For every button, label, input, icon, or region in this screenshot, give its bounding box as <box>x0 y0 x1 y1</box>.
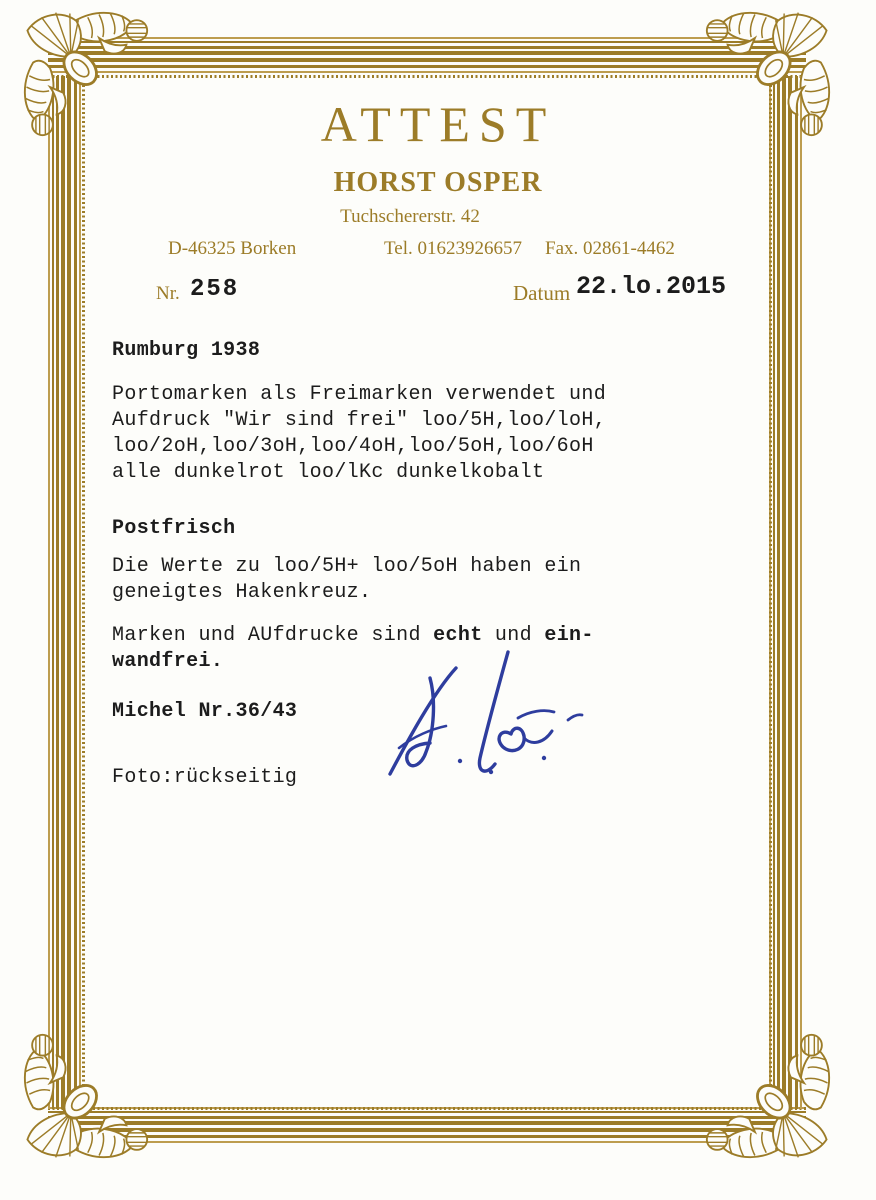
body-line: alle dunkelrot loo/lKc dunkelkobalt <box>112 461 545 484</box>
frame-band-left <box>48 76 85 1109</box>
condition-heading: Postfrisch <box>112 517 236 540</box>
letterhead <box>0 0 876 228</box>
fax-number: Fax. 02861-4462 <box>545 238 675 259</box>
expert-name: HORST OSPER <box>333 167 543 198</box>
note-paragraph <box>112 554 732 606</box>
body-line: geneigtes Hakenkreuz. <box>112 581 372 604</box>
description-paragraph <box>112 382 732 486</box>
certificate-number-value: 258 <box>190 276 240 303</box>
city-address: D-46325 Borken <box>168 238 297 259</box>
certificate-title: ATTEST <box>320 96 556 152</box>
verdict-einwandfrei-part1: ein- <box>544 624 594 647</box>
body-line: Portomarken als Freimarken verwendet und <box>112 383 607 406</box>
body-line: Aufdruck "Wir sind frei" loo/5H,loo/loH, <box>112 409 607 432</box>
michel-number: Michel Nr.36/43 <box>112 700 298 723</box>
frame-band-bottom <box>48 1107 806 1148</box>
street-address: Tuchschererstr. 42 <box>340 206 480 227</box>
frame-band-right <box>769 76 806 1109</box>
verdict-echt: echt <box>433 624 483 647</box>
body-line: Marken und AUfdrucke sind echt und ein- <box>112 624 594 647</box>
contact-row <box>0 238 876 262</box>
frame-corner-ornament-icon <box>704 1032 836 1164</box>
date-label: Datum <box>513 281 571 305</box>
phone-number: Tel. 01623926657 <box>384 238 522 259</box>
date-value: 22.lo.2015 <box>576 272 727 301</box>
subject-heading: Rumburg 1938 <box>112 339 261 362</box>
verdict-einwandfrei-part2: wandfrei. <box>112 650 224 673</box>
frame-corner-ornament-icon <box>18 1032 150 1164</box>
body-line: Die Werte zu loo/5H+ loo/5oH haben ein <box>112 555 582 578</box>
body-line: loo/2oH,loo/3oH,loo/4oH,loo/5oH,loo/6oH <box>112 435 594 458</box>
expert-signature <box>372 648 600 790</box>
photo-note: Foto:rückseitig <box>112 766 298 789</box>
certificate-number-label: Nr. <box>156 283 180 304</box>
